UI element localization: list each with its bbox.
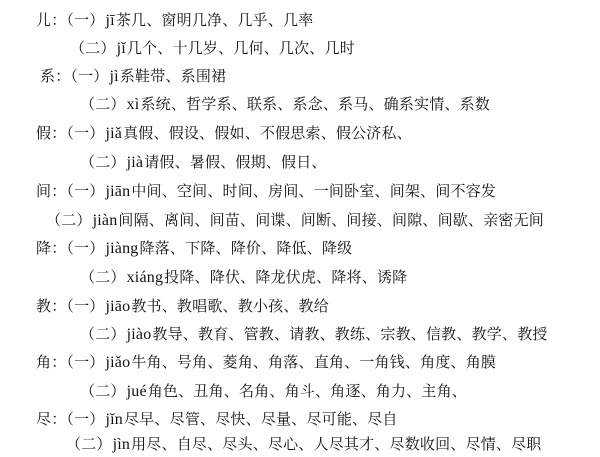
entry-words: 投降、降伏、降龙伏虎、降将、诱降 <box>164 268 408 286</box>
entry-prefix: 尽：（一） <box>36 410 105 428</box>
entry-pinyin: jǐn <box>105 411 124 428</box>
entry-pinyin: jìn <box>112 436 131 453</box>
entry-line <box>36 8 313 32</box>
entry-pinyin: xì <box>126 96 140 113</box>
entry-words: 系统、哲学系、联系、系念、系马、确系实情、系数 <box>140 95 491 113</box>
entry-prefix: 角：（一） <box>36 353 105 371</box>
entry-pinyin: xiáng <box>126 269 164 286</box>
entry-prefix: 间：（一） <box>36 182 105 200</box>
entry-words: 真假、假设、假如、不假思索、假公济私、 <box>123 124 412 142</box>
entry-prefix: （二） <box>80 268 126 286</box>
entry-pinyin: jī <box>105 12 115 29</box>
entry-pinyin: jǐ <box>116 40 126 57</box>
entry-pinyin: jì <box>109 68 119 85</box>
entry-line <box>80 92 490 116</box>
entry-words: 角色、丑角、名角、角斗、角逐、角力、主角、 <box>147 382 467 400</box>
entry-prefix: 降：（一） <box>36 239 105 257</box>
entry-line <box>80 322 548 346</box>
entry-line <box>36 350 496 374</box>
entry-pinyin: jià <box>126 154 144 171</box>
entry-words: 牛角、号角、菱角、角落、直角、一角钱、角度、角膜 <box>131 353 497 371</box>
entry-line <box>80 150 327 174</box>
entry-prefix: 教：（一） <box>36 297 105 315</box>
entry-words: 尽早、尽管、尽快、尽量、尽可能、尽自 <box>124 410 398 428</box>
entry-words: 茶几、窗明几净、几乎、几率 <box>115 11 314 29</box>
entry-pinyin: jué <box>126 383 147 400</box>
entry-pinyin: jiǎ <box>105 125 123 142</box>
entry-prefix: 假：（一） <box>36 124 105 142</box>
entry-words: 用尽、自尽、尽头、尽心、人尽其才、尽数收回、尽情、尽职 <box>131 435 542 453</box>
entry-prefix: （二） <box>70 39 116 57</box>
entry-words: 几个、十几岁、几何、几次、几时 <box>126 39 355 57</box>
entry-prefix: （二） <box>80 325 126 343</box>
entry-line <box>40 64 226 88</box>
entry-line <box>46 208 544 232</box>
entry-line <box>36 121 412 145</box>
entry-prefix: （二） <box>80 95 126 113</box>
entry-line <box>36 294 329 318</box>
entry-words: 请假、暑假、假期、假日、 <box>144 153 327 171</box>
entry-pinyin: jiǎo <box>105 354 131 371</box>
entry-line <box>36 407 398 431</box>
entry-pinyin: jiāo <box>105 298 131 315</box>
entry-line <box>80 265 407 289</box>
entry-prefix: （二） <box>46 211 92 229</box>
entry-prefix: 儿：（一） <box>36 11 105 29</box>
entry-prefix: （二） <box>66 435 112 453</box>
entry-line <box>36 179 496 203</box>
entry-line <box>66 432 542 456</box>
entry-words: 系鞋带、系围裙 <box>119 67 227 85</box>
entry-words: 间隔、离间、间苗、间谍、间断、间接、间隙、间歇、亲密无间 <box>118 211 545 229</box>
entry-pinyin: jiào <box>126 326 152 343</box>
entry-words: 降落、下降、降价、降低、降级 <box>139 239 353 257</box>
entry-pinyin: jiān <box>105 183 131 200</box>
entry-prefix: （二） <box>80 382 126 400</box>
entry-pinyin: jiàng <box>105 240 139 257</box>
entry-pinyin: jiàn <box>92 212 118 229</box>
entry-words: 教导、教育、管教、请教、教练、宗教、信教、教学、教授 <box>152 325 548 343</box>
entry-prefix: （二） <box>80 153 126 171</box>
entry-words: 中间、空间、时间、房间、一间卧室、间架、间不容发 <box>131 182 497 200</box>
entry-words: 教书、教唱歌、教小孩、教给 <box>131 297 329 315</box>
entry-prefix: 系：（一） <box>40 67 109 85</box>
entry-line <box>36 236 352 260</box>
entry-line <box>70 36 355 60</box>
entry-line <box>80 379 467 403</box>
